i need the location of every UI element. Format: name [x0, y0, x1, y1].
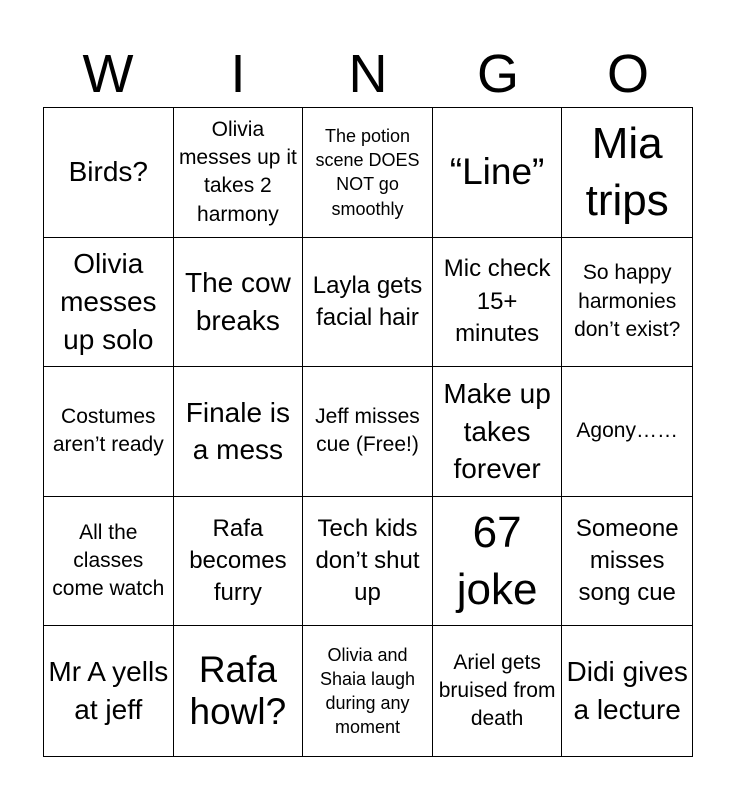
- bingo-cell-r5c2[interactable]: Rafa howl?: [174, 626, 304, 756]
- bingo-cell-r2c2[interactable]: The cow breaks: [174, 238, 304, 368]
- bingo-cell-r1c2[interactable]: Olivia messes up it takes 2 harmony: [174, 108, 304, 238]
- bingo-cell-r1c1[interactable]: Birds?: [44, 108, 174, 238]
- bingo-cell-r3c1[interactable]: Costumes aren’t ready: [44, 367, 174, 497]
- bingo-cell-r4c3[interactable]: Tech kids don’t shut up: [303, 497, 433, 627]
- bingo-cell-r4c5[interactable]: Someone misses song cue: [562, 497, 692, 627]
- header-letter-o: O: [606, 44, 649, 104]
- header-letter-w: W: [82, 44, 134, 104]
- bingo-cell-r4c4[interactable]: 67 joke: [433, 497, 563, 627]
- bingo-board: [43, 107, 693, 757]
- bingo-cell-r2c4[interactable]: Mic check 15+ minutes: [433, 238, 563, 368]
- bingo-cell-r5c4[interactable]: Ariel gets bruised from death: [433, 626, 563, 756]
- bingo-cell-r4c2[interactable]: Rafa becomes furry: [174, 497, 304, 627]
- header-letter-g: G: [476, 44, 519, 104]
- header-letter-i: I: [230, 44, 246, 104]
- bingo-cell-r3c4[interactable]: Make up takes forever: [433, 367, 563, 497]
- bingo-cell-r3c5[interactable]: Agony……: [562, 367, 692, 497]
- bingo-cell-r5c5[interactable]: Didi gives a lecture: [566, 656, 688, 726]
- bingo-cell-r3c3[interactable]: Jeff misses cue (Free!): [303, 367, 433, 497]
- bingo-cell-r4c1[interactable]: All the classes come watch: [44, 497, 174, 627]
- bingo-header: [43, 40, 693, 108]
- bingo-cell-r2c1[interactable]: Olivia messes up solo: [44, 238, 174, 368]
- bingo-cell-r5c3[interactable]: Olivia and Shaia laugh during any moment: [303, 626, 433, 756]
- bingo-cell-r2c3[interactable]: Layla gets facial hair: [303, 238, 433, 368]
- bingo-cell-r1c4[interactable]: “Line”: [433, 108, 563, 238]
- bingo-cell-r1c5[interactable]: Mia trips: [562, 108, 692, 238]
- bingo-cell-r2c5[interactable]: So happy harmonies don’t exist?: [562, 238, 692, 368]
- bingo-cell-r1c3[interactable]: The potion scene DOES NOT go smoothly: [303, 108, 433, 238]
- header-letter-n: N: [348, 44, 388, 104]
- bingo-cell-r3c2[interactable]: Finale is a mess: [174, 367, 304, 497]
- bingo-cell-r5c1[interactable]: Mr A yells at jeff: [44, 626, 174, 756]
